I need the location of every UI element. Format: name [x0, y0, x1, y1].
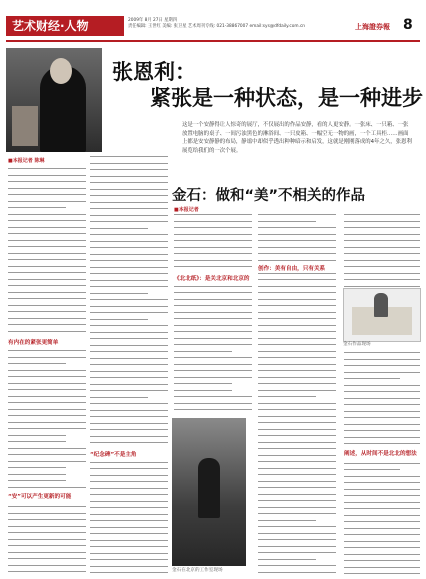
text-line — [344, 515, 420, 516]
text-line — [174, 221, 252, 222]
text-line — [258, 292, 336, 293]
text-line — [174, 396, 252, 397]
text-line — [8, 428, 86, 429]
text-line — [174, 370, 252, 371]
text-line — [344, 495, 420, 496]
text-line — [344, 502, 420, 503]
second-byline: ■本报记者 — [174, 207, 199, 213]
text-line — [258, 409, 336, 410]
lead-paragraph: 这是一个安静得让人惊奇的展厅，不仅展出的作品安静，看的人更安静。一张床、一只箱、一张放置电脑的桌子、一间污浊黑色的淋浴间、一只皮箱、一幅空无一物的画，一个工具柜……画面上都是安安静静的布局，静谧中却似乎透出种种暗示和启发，这就是刚刚落成的4年之久，张恩利展览给我们的一次个展。 — [182, 122, 412, 154]
text-line — [258, 318, 336, 319]
text-line — [344, 385, 420, 386]
text-line — [258, 403, 336, 404]
text-line — [8, 266, 86, 267]
text-line — [174, 286, 252, 287]
text-line — [90, 254, 168, 255]
text-line — [258, 312, 336, 313]
text-line — [90, 202, 168, 203]
text-line — [8, 292, 86, 293]
text-line — [258, 565, 336, 566]
text-line — [90, 501, 168, 502]
text-line — [8, 285, 86, 286]
text-line — [344, 476, 420, 477]
text-line — [90, 273, 168, 274]
text-line — [344, 573, 420, 574]
text-line — [258, 494, 336, 495]
text-line — [258, 390, 336, 391]
text-line — [344, 521, 420, 522]
text-line — [8, 441, 66, 442]
text-line — [90, 189, 168, 190]
text-line — [174, 318, 252, 319]
text-line — [344, 273, 420, 274]
text-line — [344, 528, 420, 529]
text-line — [90, 156, 168, 157]
text-line — [258, 429, 336, 430]
text-line — [8, 513, 86, 514]
text-line — [344, 417, 420, 418]
page-number: 8 — [403, 17, 413, 33]
text-line — [258, 286, 336, 287]
text-line — [90, 475, 168, 476]
text-line — [90, 462, 168, 463]
text-line — [174, 325, 252, 326]
text-line — [344, 469, 400, 470]
text-line — [90, 540, 168, 541]
text-line — [90, 163, 168, 164]
text-line — [344, 234, 420, 235]
text-line — [344, 279, 420, 280]
text-line — [90, 527, 168, 528]
text-line — [90, 494, 168, 495]
text-line — [8, 545, 86, 546]
header-meta — [128, 18, 305, 30]
text-line — [174, 338, 252, 339]
subhead-c: 阐述，从时间不是北北的想法 — [344, 451, 417, 457]
text-line — [90, 429, 168, 430]
text-line — [258, 533, 336, 534]
text-line — [90, 345, 168, 346]
text-line — [90, 234, 168, 235]
text-line — [8, 331, 86, 332]
text-line — [8, 168, 86, 169]
text-line — [344, 554, 420, 555]
text-line — [8, 448, 86, 449]
text-line — [174, 357, 252, 358]
text-line — [258, 526, 336, 527]
text-line — [258, 331, 336, 332]
text-line — [90, 293, 148, 294]
text-line — [258, 383, 336, 384]
text-line — [344, 547, 420, 548]
text-line — [174, 266, 252, 267]
text-line — [258, 559, 316, 560]
caption-3: 金石在北京的工作室现场 — [172, 568, 223, 573]
text-line — [8, 305, 86, 306]
text-line — [258, 325, 336, 326]
text-line — [344, 430, 420, 431]
text-line — [174, 214, 252, 215]
text-line — [258, 552, 336, 553]
text-line — [174, 292, 252, 293]
text-line — [8, 175, 86, 176]
text-line — [90, 286, 168, 287]
text-line — [174, 227, 252, 228]
text-line — [8, 506, 86, 507]
text-line — [8, 227, 86, 228]
text-line — [8, 298, 86, 299]
text-line — [90, 351, 168, 352]
text-line — [90, 299, 168, 300]
text-line — [258, 474, 336, 475]
newspaper-brand: 上海證券報 — [355, 23, 390, 31]
text-line — [258, 299, 336, 300]
text-line — [8, 220, 86, 221]
text-line — [90, 507, 168, 508]
text-line — [344, 266, 420, 267]
header-rule — [6, 40, 420, 42]
text-line — [90, 319, 148, 320]
text-line — [90, 514, 168, 515]
text-line — [258, 364, 336, 365]
text-line — [8, 422, 86, 423]
text-line — [174, 240, 252, 241]
text-line — [90, 221, 168, 222]
text-line — [8, 474, 66, 475]
text-line — [344, 378, 400, 379]
text-line — [258, 572, 336, 573]
text-line — [258, 416, 336, 417]
header-date: 2009年 8月 27日 星期四 — [128, 18, 178, 23]
text-line — [8, 233, 86, 234]
text-line — [344, 398, 420, 399]
text-line — [258, 455, 336, 456]
text-line — [90, 358, 168, 359]
text-line — [8, 435, 66, 436]
text-line — [174, 409, 252, 410]
text-line — [344, 489, 420, 490]
page-header — [0, 0, 426, 46]
text-line — [344, 247, 420, 248]
text-line — [8, 259, 86, 260]
text-line — [344, 214, 420, 215]
text-line — [90, 533, 168, 534]
text-line — [8, 324, 86, 325]
text-line — [90, 481, 168, 482]
text-line — [8, 571, 86, 572]
text-line — [258, 227, 336, 228]
section-title: 艺术财经·人物 — [6, 16, 124, 36]
text-line — [344, 221, 420, 222]
text-line — [258, 500, 336, 501]
text-line — [90, 241, 168, 242]
caption-2: 金石作品现场 — [343, 342, 371, 347]
text-line — [174, 351, 232, 352]
text-line — [8, 558, 86, 559]
text-line — [8, 461, 86, 462]
text-line — [344, 424, 420, 425]
text-line — [174, 403, 252, 404]
text-line — [90, 559, 168, 560]
main-headline-line2: 紧张是一种状态，是一种进步 — [150, 86, 423, 110]
text-line — [8, 188, 86, 189]
text-line — [90, 325, 168, 326]
text-line — [344, 508, 420, 509]
byline: ■本报记者 陈琳 — [8, 158, 45, 164]
text-line — [258, 214, 336, 215]
text-line — [90, 195, 168, 196]
text-line — [344, 391, 420, 392]
text-line — [8, 194, 86, 195]
text-line — [90, 364, 168, 365]
text-line — [90, 260, 168, 261]
text-line — [258, 305, 336, 306]
text-line — [8, 565, 86, 566]
text-line — [90, 332, 168, 333]
text-line — [90, 390, 168, 391]
text-line — [8, 415, 86, 416]
text-line — [344, 359, 420, 360]
text-line — [8, 396, 86, 397]
text-line — [344, 567, 420, 568]
text-line — [8, 539, 86, 540]
text-line — [90, 416, 168, 417]
text-line — [8, 376, 86, 377]
text-line — [90, 546, 168, 547]
text-line — [258, 377, 336, 378]
text-line — [174, 260, 252, 261]
text-line — [258, 357, 336, 358]
text-line — [258, 481, 336, 482]
text-line — [8, 552, 86, 553]
text-line — [258, 221, 316, 222]
text-line — [90, 377, 168, 378]
text-line — [258, 234, 336, 235]
text-line — [8, 253, 86, 254]
text-line — [258, 422, 336, 423]
text-line — [174, 247, 252, 248]
text-line — [8, 246, 86, 247]
subhead-a: 《北北纸》：是关北京和北京的 — [174, 276, 250, 282]
text-line — [90, 306, 168, 307]
text-line — [8, 532, 86, 533]
text-line — [8, 207, 66, 208]
text-line — [174, 390, 232, 391]
text-line — [344, 240, 420, 241]
header-editors: 责任编辑: 王世红 美编: 张卫星 艺术周刊专线: 021-38867007 email:sys@dfdaily.com.cn — [128, 24, 306, 29]
text-line — [90, 169, 168, 170]
text-line — [258, 351, 336, 352]
text-line — [8, 370, 86, 371]
text-line — [90, 384, 168, 385]
text-line — [258, 507, 336, 508]
text-line — [174, 253, 252, 254]
text-line — [90, 371, 168, 372]
text-line — [8, 350, 86, 351]
text-line — [258, 546, 336, 547]
text-line — [258, 396, 316, 397]
text-line — [344, 253, 420, 254]
text-line — [174, 312, 252, 313]
text-line — [90, 280, 168, 281]
text-line — [344, 534, 420, 535]
text-line — [344, 352, 420, 353]
second-headline: 金石：做和“美”不相关的作品 — [172, 188, 366, 204]
text-line — [174, 344, 252, 345]
text-line — [258, 370, 336, 371]
text-line — [8, 357, 86, 358]
text-line — [258, 461, 336, 462]
text-line — [258, 448, 336, 449]
text-line — [344, 260, 420, 261]
text-line — [344, 437, 420, 438]
text-line — [258, 253, 336, 254]
text-line — [8, 363, 66, 364]
text-line — [344, 560, 420, 561]
text-line — [8, 311, 86, 312]
text-line — [90, 267, 168, 268]
text-line — [90, 520, 168, 521]
text-line — [174, 305, 252, 306]
text-line — [90, 182, 168, 183]
text-line — [8, 409, 86, 410]
text-line — [174, 383, 232, 384]
text-line — [344, 482, 420, 483]
portrait-photo — [6, 48, 102, 152]
subhead-5: “安”可以产生更新的可能 — [8, 494, 72, 500]
text-line — [8, 181, 86, 182]
text-line — [90, 397, 148, 398]
text-line — [8, 454, 86, 455]
text-line — [90, 403, 168, 404]
studio-photo — [172, 418, 246, 566]
text-line — [8, 214, 86, 215]
text-line — [174, 331, 252, 332]
text-line — [258, 273, 336, 274]
text-line — [8, 201, 86, 202]
text-line — [8, 389, 86, 390]
text-line — [90, 215, 168, 216]
text-line — [258, 338, 336, 339]
subhead-b: 创作：美有自由，只有关系 — [258, 266, 326, 272]
text-line — [344, 443, 420, 444]
text-line — [344, 463, 420, 464]
text-line — [174, 299, 252, 300]
text-line — [8, 318, 86, 319]
text-line — [8, 383, 86, 384]
text-line — [258, 435, 336, 436]
artwork-photo-small — [343, 288, 421, 342]
main-headline-line1: 张恩利： — [112, 60, 196, 84]
subhead-1: 有内在的紧张更简单 — [8, 340, 59, 346]
text-line — [344, 404, 420, 405]
text-line — [8, 487, 86, 488]
text-line — [8, 480, 66, 481]
text-line — [344, 411, 420, 412]
text-line — [90, 176, 168, 177]
text-line — [90, 468, 168, 469]
text-line — [258, 344, 336, 345]
text-line — [8, 519, 86, 520]
text-line — [174, 377, 252, 378]
text-line — [8, 467, 66, 468]
text-line — [90, 247, 168, 248]
text-line — [258, 539, 336, 540]
text-line — [90, 488, 168, 489]
text-line — [90, 228, 148, 229]
text-line — [344, 541, 420, 542]
text-line — [258, 520, 316, 521]
text-line — [258, 240, 336, 241]
text-line — [8, 279, 86, 280]
text-line — [174, 234, 252, 235]
text-line — [258, 468, 336, 469]
text-line — [258, 442, 336, 443]
text-line — [90, 338, 168, 339]
text-line — [90, 566, 168, 567]
text-line — [258, 247, 336, 248]
text-line — [258, 279, 336, 280]
text-line — [344, 372, 420, 373]
text-line — [258, 260, 336, 261]
text-line — [90, 553, 168, 554]
text-line — [8, 526, 86, 527]
text-line — [90, 423, 168, 424]
text-line — [90, 436, 168, 437]
text-line — [8, 240, 86, 241]
text-line — [344, 286, 420, 287]
text-line — [344, 365, 420, 366]
text-line — [8, 402, 86, 403]
text-line — [90, 208, 168, 209]
subhead-2: “纪念碑”不是主角 — [90, 452, 137, 458]
text-line — [90, 312, 168, 313]
text-line — [8, 272, 86, 273]
text-line — [90, 442, 168, 443]
text-line — [90, 572, 168, 573]
text-line — [344, 227, 420, 228]
text-line — [174, 364, 252, 365]
text-line — [90, 410, 168, 411]
text-line — [258, 513, 336, 514]
text-line — [258, 487, 336, 488]
